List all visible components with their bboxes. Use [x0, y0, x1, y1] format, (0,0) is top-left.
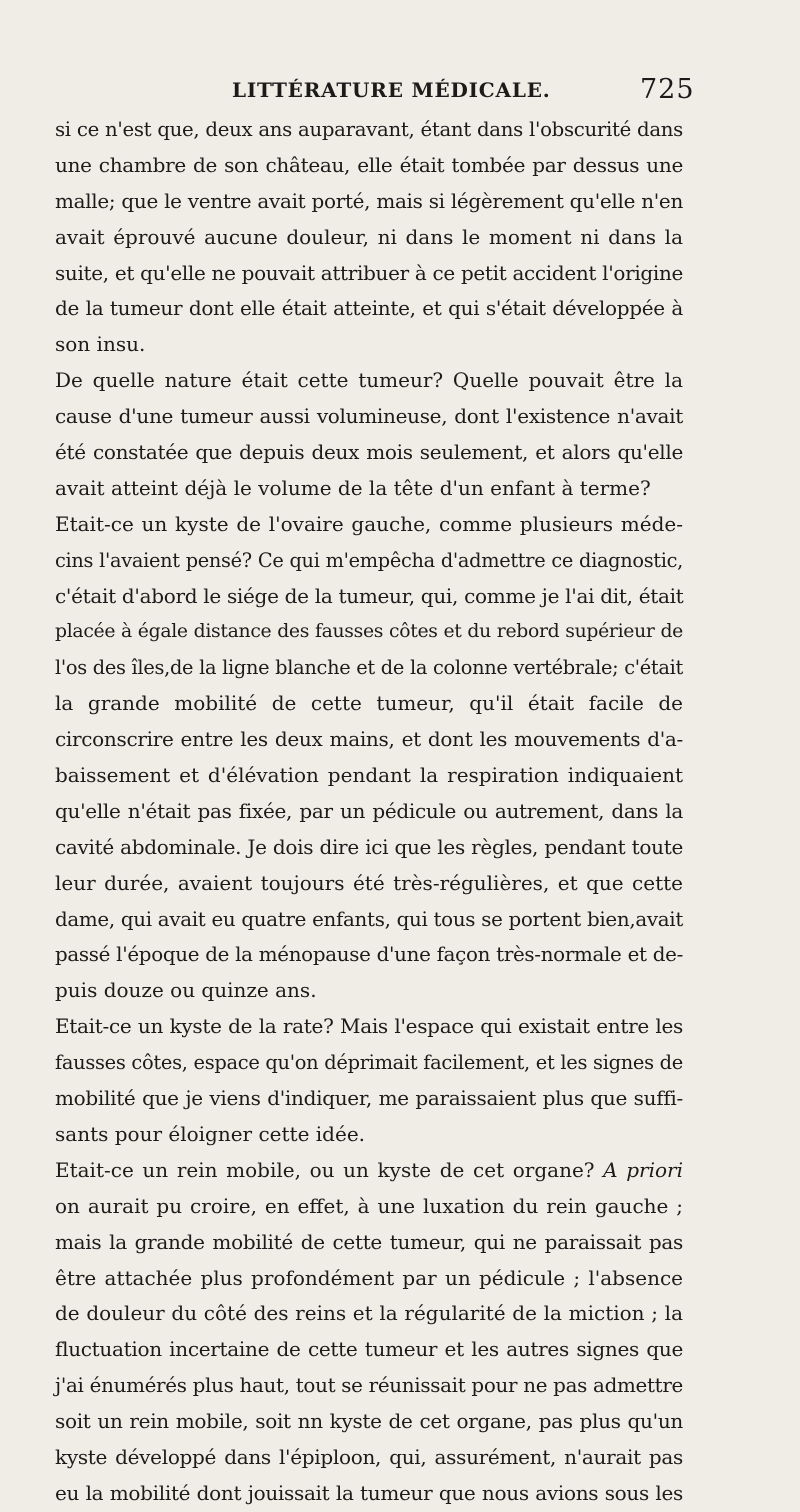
text-line: eu la mobilité dont jouissait la tumeur que nous avions sous les [55, 1480, 683, 1505]
text-line: cavité abdominale. Je dois dire ici que les règles, pendant toute [55, 834, 683, 859]
italic-phrase: A priori [603, 1157, 683, 1182]
text-line: c'était d'abord le siége de la tumeur, qui, comme je l'ai dit, était [55, 583, 684, 608]
text-line: de douleur du côté des reins et la régularité de la miction ; la [55, 1301, 683, 1326]
text-line: suite, et qu'elle ne pouvait attribuer à ce petit accident l'origine [55, 260, 683, 285]
text-line: qu'elle n'était pas fixée, par un pédicule ou autrement, dans la [55, 798, 683, 823]
text-line: la grande mobilité de cette tumeur, qu'il était facile de [55, 691, 683, 716]
text-line: été constatée que depuis deux mois seulement, et alors qu'elle [55, 440, 683, 465]
text-line: puis douze ou quinze ans. [55, 978, 317, 1003]
text-line: cause d'une tumeur aussi volumineuse, dont l'existence n'avait [55, 404, 683, 429]
text-line: de la tumeur dont elle était atteinte, et qui s'était développée à [55, 296, 683, 321]
text-line: si ce n'est que, deux ans auparavant, étant dans l'obscurité dans [55, 118, 683, 141]
text-line: fausses côtes, espace qu'on déprimait facilement, et les signes de [55, 1051, 683, 1075]
page-header [0, 72, 800, 112]
text-line: sants pour éloigner cette idée. [55, 1121, 366, 1146]
text-line: on aurait pu croire, en effet, à une luxation du rein gauche ; [55, 1193, 683, 1218]
text-line: son insu. [55, 332, 146, 357]
text-line: Etait-ce un rein mobile, ou un kyste de cet organe? A priori [55, 1157, 683, 1182]
text-line: être attachée plus profondément par un pédicule ; l'absence [55, 1265, 683, 1290]
text-line: placée à égale distance des fausses côtes et du rebord supérieur de [55, 621, 683, 643]
page-number: 725 [640, 74, 695, 105]
text-line: passé l'époque de la ménopause d'une façon très-normale et de- [55, 943, 683, 967]
text-line: avait atteint déjà le volume de la tête d'un enfant à terme? [55, 475, 651, 500]
text-line: fluctuation incertaine de cette tumeur et les autres signes que [55, 1337, 683, 1362]
text-line: mobilité que je viens d'indiquer, me paraissaient plus que suffi- [55, 1086, 683, 1111]
text-line: leur durée, avaient toujours été très-régulières, et que cette [55, 870, 683, 895]
text-line: kyste développé dans l'épiploon, qui, assurément, n'aurait pas [55, 1444, 683, 1469]
text-line: mais la grande mobilité de cette tumeur, qui ne paraissait pas [55, 1229, 683, 1254]
text-line: une chambre de son château, elle était tombée par dessus une [55, 152, 683, 177]
text-line: j'ai énumérés plus haut, tout se réunissait pour ne pas admettre [55, 1374, 683, 1398]
body-text [55, 112, 683, 1512]
text-line: Etait-ce un kyste de l'ovaire gauche, comme plusieurs méde- [55, 511, 683, 536]
text-line: circonscrire entre les deux mains, et dont les mouvements d'a- [55, 727, 683, 752]
running-title: LITTÉRATURE MÉDICALE. [232, 78, 551, 102]
text-line: avait éprouvé aucune douleur, ni dans le moment ni dans la [55, 224, 683, 249]
text-line: soit un rein mobile, soit nn kyste de cet organe, pas plus qu'un [55, 1409, 683, 1434]
text-line: baissement et d'élévation pendant la respiration indiquaient [55, 763, 683, 788]
text-line: Etait-ce un kyste de la rate? Mais l'espace qui existait entre les [55, 1014, 683, 1039]
text-line: De quelle nature était cette tumeur? Quelle pouvait être la [55, 368, 683, 393]
text-line: dame, qui avait eu quatre enfants, qui tous se portent bien,avait [55, 907, 683, 931]
text-line: malle; que le ventre avait porté, mais si légèrement qu'elle n'en [55, 188, 683, 213]
text-line: l'os des îles,de la ligne blanche et de la colonne vertébrale; c'était [55, 656, 683, 680]
text-line: cins l'avaient pensé? Ce qui m'empêcha d'admettre ce diagnostic, [55, 548, 683, 572]
